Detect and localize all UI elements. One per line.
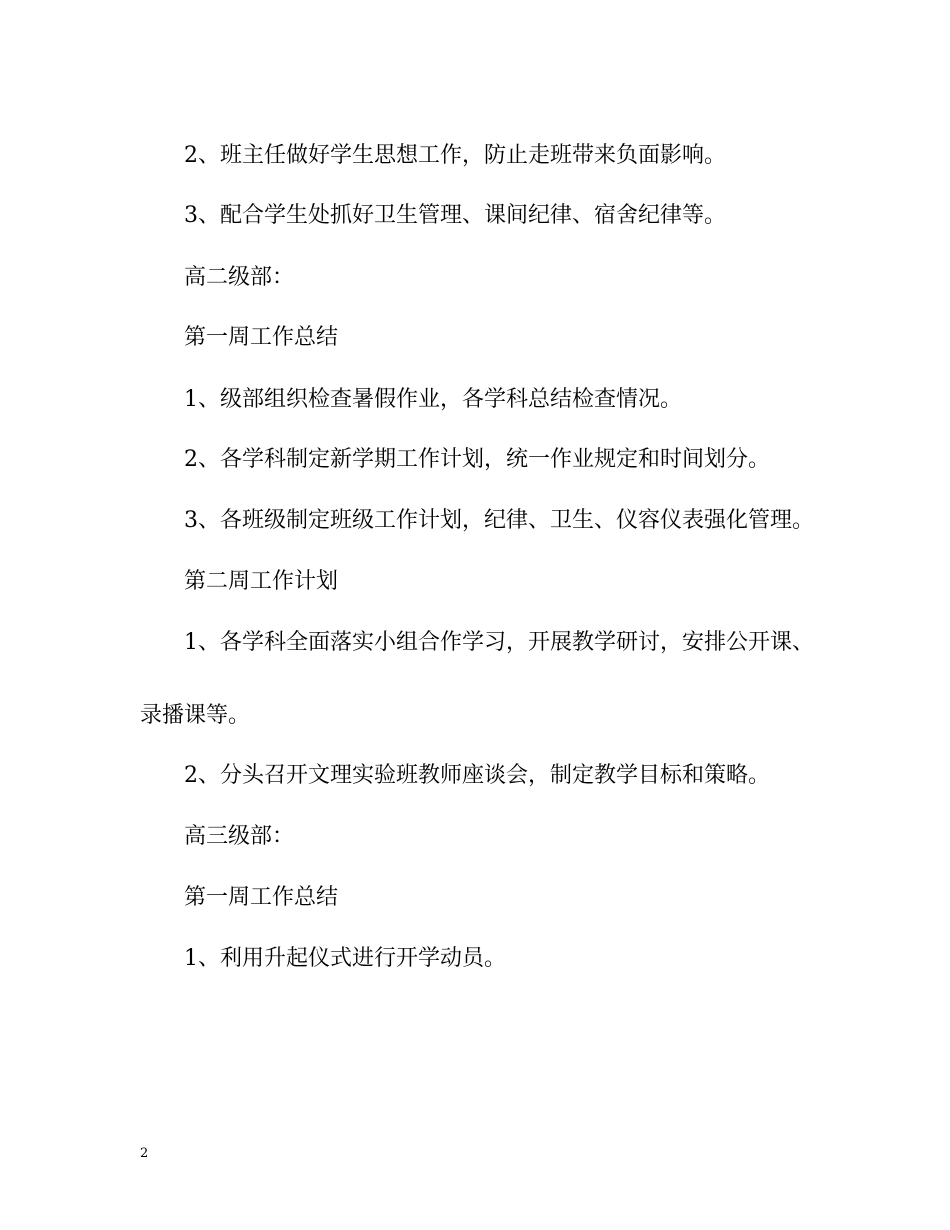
page-number: 2 bbox=[140, 1146, 149, 1161]
paragraph-9-continuation: 录播课等。 bbox=[140, 703, 251, 728]
paragraph-11: 2、分头召开文理实验班教师座谈会，制定教学目标和策略。 bbox=[184, 763, 770, 788]
section-heading-grade-3: 高三级部： bbox=[184, 824, 295, 849]
paragraph-14: 1、利用升起仪式进行开学动员。 bbox=[184, 946, 506, 971]
section-heading-grade-2: 高二级部： bbox=[184, 265, 295, 290]
subheading-week-1-summary: 第一周工作总结 bbox=[184, 325, 339, 350]
paragraph-6: 2、各学科制定新学期工作计划，统一作业规定和时间划分。 bbox=[184, 447, 770, 472]
paragraph-5: 1、级部组织检查暑假作业，各学科总结检查情况。 bbox=[184, 387, 682, 412]
paragraph-2: 3、配合学生处抓好卫生管理、课间纪律、宿舍纪律等。 bbox=[184, 203, 726, 228]
paragraph-1: 2、班主任做好学生思想工作，防止走班带来负面影响。 bbox=[184, 143, 726, 168]
paragraph-7: 3、各班级制定班级工作计划，纪律、卫生、仪容仪表强化管理。 bbox=[184, 508, 814, 533]
paragraph-9: 1、各学科全面落实小组合作学习，开展教学研讨，安排公开课、 bbox=[184, 630, 814, 655]
subheading-week-1-summary-grade-3: 第一周工作总结 bbox=[184, 885, 339, 910]
subheading-week-2-plan: 第二周工作计划 bbox=[184, 569, 339, 594]
